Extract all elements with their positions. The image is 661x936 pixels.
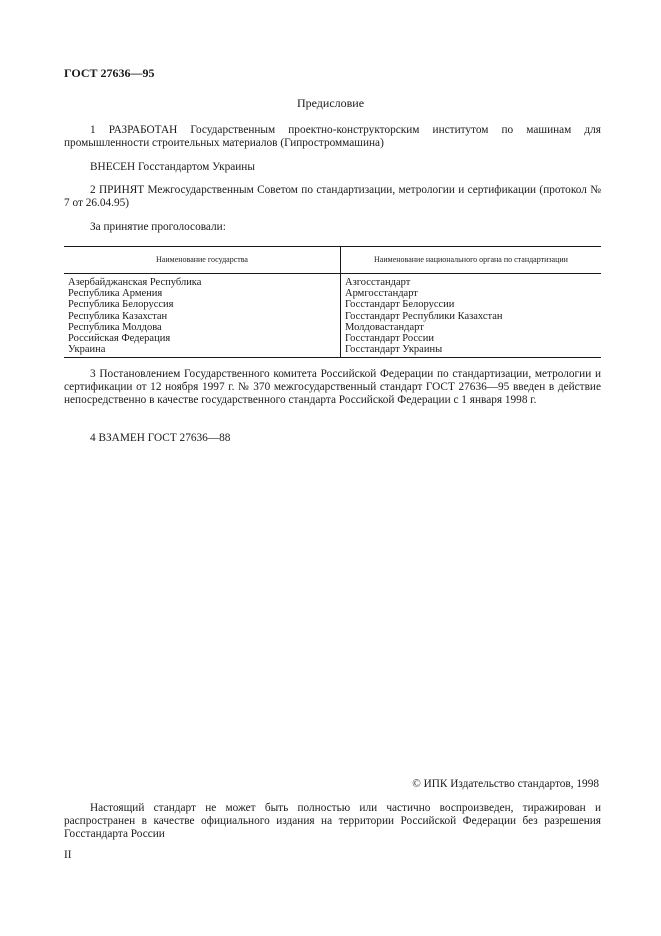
table-header-row (64, 247, 601, 274)
paragraph-adopted-by: 2 ПРИНЯТ Межгосударственным Советом по стандартизации, метрологии и сертификации (протокол № 7 от 26.04.95) (64, 184, 601, 209)
column-header-state: Наименование государства (64, 247, 341, 274)
column-header-national-body: Наименование национального органа по стандартизации (341, 247, 602, 274)
paragraph-introduced-by: ВНЕСЕН Госстандартом Украины (90, 161, 255, 173)
state-name: Республика Армения (68, 288, 163, 300)
document-code: ГОСТ 27636—95 (64, 66, 155, 80)
state-name: Республика Белоруссия (68, 299, 174, 311)
national-bodies-cell (341, 274, 602, 358)
state-name: Российская Федерация (68, 333, 171, 345)
states-cell (64, 274, 341, 358)
national-body-name: Госстандарт России (345, 333, 434, 345)
state-name: Республика Казахстан (68, 310, 168, 322)
preface-title: Предисловие (296, 96, 365, 110)
national-body-name: Армгосстандарт (345, 288, 418, 300)
national-body-name: Молдовастандарт (345, 321, 424, 333)
voting-table (64, 246, 601, 358)
state-name: Украина (68, 344, 106, 356)
national-body-name: Госстандарт Республики Казахстан (345, 310, 503, 322)
paragraph-replaces: 4 ВЗАМЕН ГОСТ 27636—88 (90, 432, 231, 444)
national-body-name: Госстандарт Украины (345, 344, 443, 356)
paragraph-voted-for: За принятие проголосовали: (90, 221, 226, 233)
national-body-name: Азгосстандарт (345, 277, 411, 288)
page-number: II (64, 849, 72, 861)
reproduction-notice: Настоящий стандарт не может быть полностью или частично воспроизведен, тиражирован и распространен в качестве официального издания на территории Российской Федерации без разрешения Госстандарта России (64, 802, 601, 840)
national-body-name: Госстандарт Белоруссии (345, 299, 455, 311)
paragraph-resolution: 3 Постановлением Государственного комитета Российской Федерации по стандартизации, метрологии и сертификации от 12 ноября 1997 г. № 370 межгосударственный стандарт ГОСТ 27636—95 введен в действие непосредственно в качестве государственного стандарта Российской Федерации с 1 января 1998 г. (64, 368, 601, 406)
state-name: Республика Молдова (68, 321, 162, 333)
table-row (64, 274, 601, 358)
state-name: Азербайджанская Республика (68, 277, 202, 288)
paragraph-developed-by: 1 РАЗРАБОТАН Государственным проектно-конструкторским институтом по машинам для промышленности строительных материалов (Гипростроммашина) (64, 124, 601, 149)
copyright-line: © ИПК Издательство стандартов, 1998 (412, 778, 599, 790)
